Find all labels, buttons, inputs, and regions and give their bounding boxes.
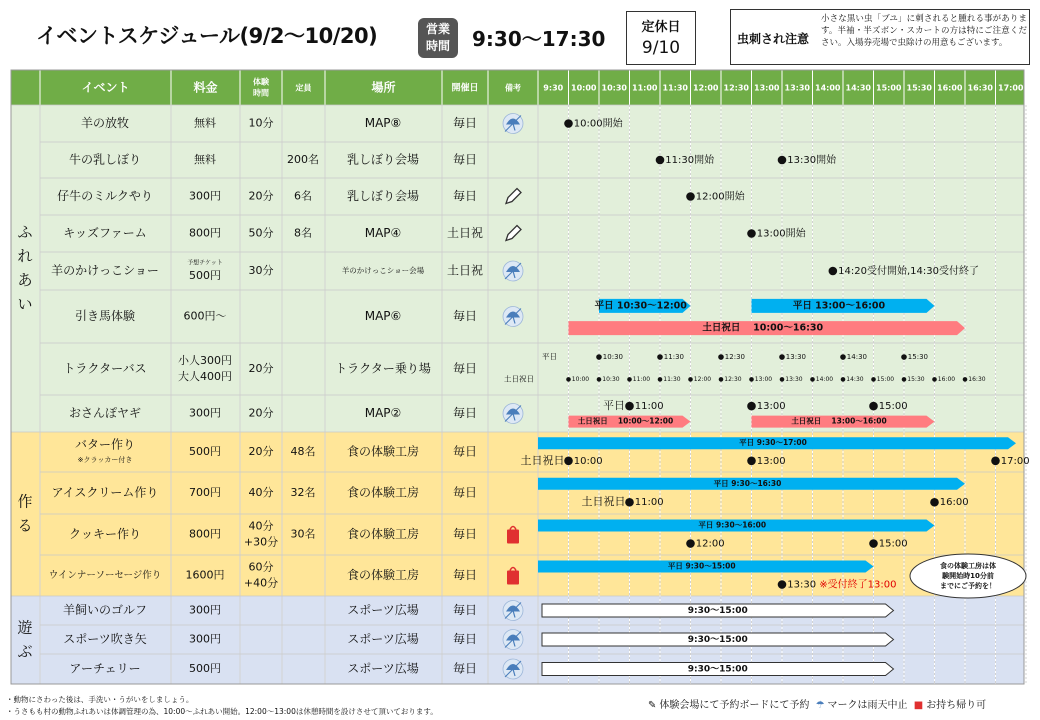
- place-9: 食の体験工房: [346, 485, 420, 500]
- capacity-8: 48名: [290, 445, 316, 458]
- time-bar-label-37: 平日 9:30～17:00: [739, 438, 807, 448]
- time-header-13: 16:00: [937, 83, 963, 93]
- time-dot-50: [778, 580, 787, 589]
- days-2: 毎日: [452, 189, 478, 203]
- time-dot-5: [829, 267, 838, 276]
- time-range-label-51: 9:30～15:00: [687, 606, 748, 616]
- duration-4: 30分: [248, 264, 274, 277]
- event-name-3: キッズファーム: [63, 226, 147, 240]
- event-name-9: アイスクリーム作り: [51, 485, 159, 500]
- time-dot-44: [625, 498, 634, 507]
- time-header-5: 12:00: [693, 83, 719, 93]
- price-0: 無料: [194, 116, 216, 130]
- days-11: 毎日: [452, 568, 478, 582]
- days-6: 毎日: [452, 361, 478, 376]
- time-dot-label-14: 14:30: [846, 353, 867, 362]
- duration-3: 50分: [248, 226, 274, 240]
- price-4: 500円: [189, 269, 221, 282]
- days-12: 毎日: [452, 603, 478, 617]
- price-5: 600円～: [183, 309, 227, 323]
- event-name-11: ウインナーソーセージ作り: [48, 570, 162, 581]
- place-10: 食の体験工房: [346, 527, 420, 541]
- closed-day-date: 9/10: [641, 38, 681, 58]
- price-11: 1600円: [185, 568, 225, 582]
- price-2-6: 大人400円: [178, 370, 232, 383]
- place-1: 乳しぼり会場: [346, 152, 420, 167]
- time-dot-label-33: 13:00: [756, 401, 786, 413]
- event-name-13: スポーツ吹き矢: [63, 632, 147, 646]
- event-name-1: 牛の乳しぼり: [68, 152, 142, 167]
- footer-note-1: ・動物にさわった後は、手洗い・うがいをしましょう。: [6, 695, 194, 704]
- time-dot-25: [810, 377, 815, 382]
- time-dot-24: [780, 377, 785, 382]
- time-dot-label-18: 10:30: [602, 375, 620, 383]
- time-dot-label-0: 10:00開始: [573, 118, 623, 130]
- price-14: 500円: [189, 662, 221, 675]
- days-8: 毎日: [452, 444, 478, 459]
- time-dot-label-5: 14:20受付開始,14:30受付終了: [838, 266, 979, 277]
- time-bar-label-36: 土日祝日 13:00～16:00: [791, 416, 887, 426]
- time-dot-label-19: 11:00: [632, 375, 651, 383]
- legend-pencil: 体験会場にて予約ボードにて予約: [659, 700, 810, 711]
- legend-umbrella: マークは雨天中止: [827, 700, 908, 711]
- time-dot-0: [564, 119, 573, 128]
- time-dot-label-21: 12:00: [693, 375, 712, 383]
- time-dot-33: [747, 402, 756, 411]
- price-2: 300円: [189, 189, 221, 203]
- price-12: 300円: [189, 603, 221, 617]
- days-0: 毎日: [452, 116, 478, 130]
- price-13: 300円: [189, 632, 221, 646]
- insect-notice-text: 小さな黒い虫「ブユ」に刺されると腫れる事があります。半袖・半ズボン・スカートの方は特にご注意ください。入場券売場で虫除けの用意もございます。: [821, 14, 1027, 48]
- duration-2-11: +40分: [243, 576, 279, 590]
- time-dot-20: [658, 377, 663, 382]
- time-row-label-9: 平日: [542, 352, 557, 362]
- time-dot-label-30: 16:30: [968, 375, 986, 383]
- business-hours: 9:30～17:30: [472, 27, 606, 51]
- callout-text-0: 食の体験工房は体: [940, 562, 996, 570]
- callout-cloud: [910, 554, 1026, 598]
- event-name-7: おさんぽヤギ: [68, 406, 142, 420]
- event-name-5: 引き馬体験: [74, 309, 136, 323]
- time-dot-28: [902, 377, 907, 382]
- hours-badge-line1: 営業: [425, 22, 450, 36]
- group-label-1-char: 作: [17, 492, 33, 511]
- time-dot-27: [871, 377, 876, 382]
- event-name-6: トラクターバス: [63, 361, 147, 376]
- time-dot-10: [596, 354, 602, 360]
- time-dot-label-13: 13:30: [785, 353, 806, 362]
- time-dot-label-39: 10:00: [573, 455, 603, 467]
- time-dot-48: [869, 539, 878, 548]
- place-7: MAP②: [364, 406, 402, 420]
- place-0: MAP⑧: [364, 116, 402, 130]
- time-dot-label-20: 11:30: [663, 375, 681, 383]
- duration-9: 40分: [248, 486, 274, 499]
- time-bar-label-46: 平日 9:30～16:00: [698, 520, 767, 530]
- time-dot-label-24: 13:30: [785, 375, 803, 383]
- hours-badge-line2: 時間: [425, 39, 450, 53]
- time-dot-label-32: 11:00: [634, 401, 664, 413]
- time-dot-19: [627, 377, 632, 382]
- time-dot-label-4: 13:00開始: [756, 228, 806, 240]
- umbrella-icon-0: [503, 114, 523, 134]
- days-1: 毎日: [452, 152, 478, 167]
- callout-text-2: までにご予約を！: [940, 582, 996, 590]
- time-extra-50: ※受付終了13:00: [819, 579, 897, 591]
- time-dot-label-47: 12:00: [695, 538, 725, 550]
- time-header-15: 17:00: [998, 83, 1024, 93]
- duration-0: 10分: [248, 116, 274, 130]
- time-dot-32: [625, 402, 634, 411]
- price-1: 無料: [194, 153, 216, 166]
- umbrella-icon: ☂: [815, 700, 825, 711]
- time-dot-label-29: 16:00: [937, 375, 956, 383]
- event-name-2: 仔牛のミルクやり: [57, 189, 153, 203]
- time-dot-label-2: 13:30開始: [787, 155, 837, 166]
- time-header-12: 15:30: [906, 83, 932, 93]
- event-name-4: 羊のかけっこショー: [51, 263, 159, 278]
- pencil-icon: ✎: [648, 700, 657, 711]
- time-dot-1: [656, 156, 665, 165]
- page-title: イベントスケジュール(9/2～10/20): [36, 24, 378, 48]
- time-dot-39: [564, 457, 573, 466]
- closed-day-label: 定休日: [641, 20, 681, 35]
- time-dot-label-50: 13:30: [787, 579, 817, 591]
- days-5: 毎日: [452, 309, 478, 323]
- time-dot-15: [901, 354, 907, 360]
- time-row-label-43: 土日祝日: [581, 495, 626, 509]
- time-dot-label-22: 12:30: [724, 375, 742, 383]
- event-name-8: バター作り: [74, 437, 136, 452]
- group-label-0-char: あ: [17, 271, 33, 289]
- legend: [648, 696, 989, 711]
- bag-body: [507, 530, 519, 544]
- time-dot-40: [747, 457, 756, 466]
- time-dot-4: [747, 229, 756, 238]
- duration-2: 20分: [248, 189, 274, 203]
- capacity-9: 32名: [290, 486, 316, 499]
- time-dot-34: [869, 402, 878, 411]
- footer-note-2: ・うさもも村の動物ふれあいは体調管理の為、10:00～ふれあい開始。12:00～13:00は休憩時間を設けさせて頂いております。: [6, 707, 438, 716]
- time-dot-30: [963, 377, 968, 382]
- place-2: 乳しぼり会場: [346, 189, 420, 203]
- time-dot-label-12: 12:30: [724, 353, 745, 362]
- header-price: 料金: [193, 80, 218, 95]
- header-place: 場所: [371, 80, 396, 95]
- umbrella-icon-4: [503, 261, 523, 281]
- time-dot-29: [932, 377, 937, 382]
- days-7: 毎日: [452, 406, 478, 420]
- time-dot-21: [688, 377, 693, 382]
- time-header-9: 14:00: [815, 83, 841, 93]
- header-duration-2: 時間: [253, 88, 269, 98]
- group-label-2-char: 遊: [17, 618, 33, 637]
- time-header-14: 16:30: [967, 83, 993, 93]
- price-7: 300円: [189, 406, 221, 420]
- time-bar-label-8: 土日祝日 10:00～16:30: [702, 322, 824, 334]
- group-label-0-char: ふ: [17, 223, 33, 241]
- days-3: 土日祝: [446, 226, 484, 240]
- duration-8: 20分: [248, 445, 274, 458]
- time-header-11: 15:00: [876, 83, 902, 93]
- place-8: 食の体験工房: [346, 444, 420, 459]
- duration-7: 20分: [248, 406, 274, 420]
- insect-notice-title: 虫刺され注意: [737, 32, 810, 46]
- time-dot-12: [718, 354, 724, 360]
- days-9: 毎日: [452, 485, 478, 500]
- time-dot-label-34: 15:00: [878, 401, 908, 413]
- place-13: スポーツ広場: [347, 632, 419, 646]
- time-dot-label-3: 12:00開始: [695, 191, 745, 203]
- umbrella-icon-7: [503, 404, 523, 424]
- time-dot-label-44: 11:00: [634, 497, 664, 509]
- time-dot-label-23: 13:00: [754, 375, 773, 383]
- place-11: 食の体験工房: [346, 568, 420, 582]
- callout-text-1: 験開始時10分前: [942, 572, 994, 580]
- price-note-4: 予想チケット: [187, 259, 223, 267]
- group-label-1-char: る: [17, 516, 33, 535]
- event-name-12: 羊飼いのゴルフ: [62, 603, 148, 617]
- capacity-1: 200名: [287, 153, 319, 166]
- duration-6: 20分: [248, 362, 274, 375]
- time-dot-label-11: 11:30: [663, 353, 684, 362]
- time-header-6: 12:30: [723, 83, 749, 93]
- place-4: 羊のかけっこショー会場: [341, 266, 425, 275]
- header-capacity: 定員: [295, 83, 312, 93]
- time-dot-label-15: 15:30: [907, 353, 928, 362]
- time-dot-26: [841, 377, 846, 382]
- time-dot-3: [686, 192, 695, 201]
- header-duration: 体験: [253, 77, 269, 87]
- place-12: スポーツ広場: [347, 603, 419, 617]
- time-dot-label-26: 14:30: [846, 375, 864, 383]
- time-header-0: 9:30: [543, 83, 564, 93]
- time-bar-label-6: 平日 10:30～12:00: [594, 300, 687, 312]
- umbrella-icon-13: [503, 630, 523, 650]
- time-dot-label-48: 15:00: [878, 538, 908, 550]
- price-6: 小人300円: [178, 354, 232, 367]
- time-bar-label-42: 平日 9:30～16:30: [713, 478, 782, 488]
- bag-body: [507, 571, 519, 585]
- time-bar-label-35: 土日祝日 10:00～12:00: [577, 416, 674, 426]
- group-label-0-char: い: [17, 295, 33, 313]
- time-dot-14: [840, 354, 846, 360]
- duration-11: 60分: [248, 560, 274, 574]
- time-range-label-52: 9:30～15:00: [687, 635, 748, 645]
- time-dot-label-27: 15:00: [876, 375, 895, 383]
- price-8: 500円: [189, 445, 221, 458]
- place-6: トラクター乗り場: [335, 361, 431, 376]
- time-header-2: 10:30: [601, 83, 627, 93]
- duration-2-10: +30分: [243, 535, 279, 549]
- header-days: 開催日: [451, 83, 479, 94]
- price-3: 800円: [189, 226, 221, 240]
- time-bar-label-7: 平日 13:00～16:00: [792, 300, 886, 312]
- capacity-2: 6名: [294, 189, 312, 203]
- time-row-label-16: 土日祝日: [504, 374, 534, 384]
- time-dot-13: [779, 354, 785, 360]
- header-event: イベント: [81, 80, 130, 95]
- time-header-8: 13:30: [784, 83, 810, 93]
- event-name-0: 羊の放牧: [80, 116, 130, 130]
- time-header-7: 13:00: [754, 83, 780, 93]
- time-header-3: 11:00: [632, 83, 658, 93]
- capacity-10: 30名: [290, 527, 316, 541]
- time-dot-label-40: 13:00: [756, 455, 786, 467]
- time-header-10: 14:30: [845, 83, 871, 93]
- duration-10: 40分: [248, 519, 274, 533]
- time-dot-18: [597, 377, 602, 382]
- time-dot-label-41: 17:00: [1000, 455, 1030, 467]
- time-dot-label-1: 11:30開始: [665, 155, 715, 166]
- time-dot-47: [686, 539, 695, 548]
- header-remarks: 備考: [505, 83, 521, 93]
- time-dot-11: [657, 354, 663, 360]
- time-dot-23: [749, 377, 754, 382]
- price-10: 800円: [189, 527, 221, 541]
- event-name-14: アーチェリー: [69, 661, 141, 676]
- place-3: MAP④: [364, 226, 402, 240]
- time-dot-label-25: 14:00: [815, 375, 834, 383]
- bag-icon: ■: [913, 700, 924, 711]
- group-label-0-char: れ: [17, 247, 33, 265]
- time-row-label-31: 平日: [603, 399, 625, 413]
- legend-bag: お持ち帰り可: [926, 700, 987, 711]
- umbrella-icon-12: [503, 601, 523, 621]
- days-10: 毎日: [452, 527, 478, 541]
- time-dot-17: [566, 377, 571, 382]
- time-dot-2: [778, 156, 787, 165]
- capacity-3: 8名: [294, 226, 312, 240]
- umbrella-icon-5: [503, 307, 523, 327]
- umbrella-icon-14: [503, 659, 523, 679]
- time-dot-41: [991, 457, 1000, 466]
- time-dot-label-45: 16:00: [939, 497, 969, 509]
- time-dot-label-10: 10:30: [602, 353, 623, 362]
- place-5: MAP⑥: [364, 309, 402, 323]
- days-13: 毎日: [452, 632, 478, 646]
- days-4: 土日祝: [446, 263, 484, 278]
- place-14: スポーツ広場: [347, 661, 419, 676]
- time-header-4: 11:30: [662, 83, 688, 93]
- event-name-10: クッキー作り: [68, 527, 142, 541]
- time-dot-label-17: 10:00: [571, 375, 590, 383]
- time-header-1: 10:00: [571, 83, 597, 93]
- time-dot-label-28: 15:30: [907, 375, 925, 383]
- days-14: 毎日: [452, 661, 478, 676]
- time-dot-22: [719, 377, 724, 382]
- time-bar-label-49: 平日 9:30～15:00: [667, 561, 736, 571]
- group-label-2-char: ぶ: [17, 642, 33, 661]
- time-range-label-53: 9:30～15:00: [687, 664, 748, 675]
- event-note-8: ※クラッカー付き: [77, 456, 133, 464]
- time-dot-45: [930, 498, 939, 507]
- price-9: 700円: [189, 486, 221, 499]
- time-row-label-38: 土日祝日: [520, 453, 565, 467]
